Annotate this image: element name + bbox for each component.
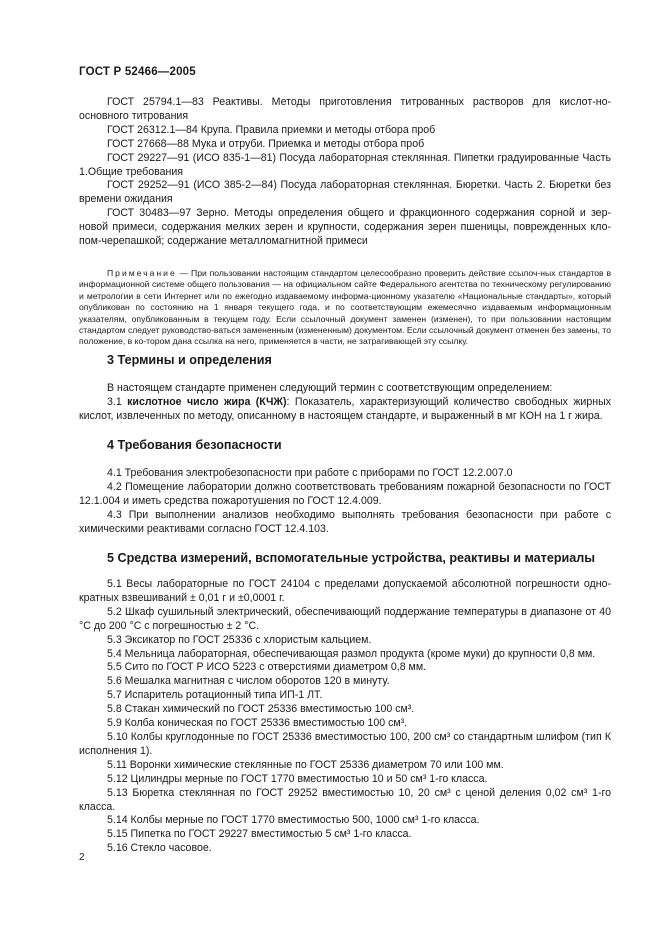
clause: 5.15 Пипетка по ГОСТ 29227 вместимостью 5 см³ 1-го класса. <box>107 828 412 841</box>
clause: 5.1 Весы лабораторные по ГОСТ 24104 с пределами допускаемой абсолютной погрешности одно-кратных взвешиваний ± 0,01 г и ±0,0001 г. <box>79 578 611 604</box>
clause: 4.2 Помещение лаборатории должно соответствовать требованиям пожарной безопасности по ГОСТ 12.1.004 и иметь средства пожаротушения по ГОСТ 12.4.009. <box>79 480 611 507</box>
reference-item: ГОСТ 25794.1—83 Реактивы. Методы приготовления титрованных растворов для кислот-но-основного титрования <box>79 96 611 122</box>
clause: 5.2 Шкаф сушильный электрический, обеспечивающий поддержание температуры в диапазоне от 40 °С до 200 °С с погрешностью ± 2 °С. <box>79 605 611 632</box>
reference-item: ГОСТ 27668—88 Мука и отруби. Приемка и методы отбора проб <box>107 137 425 150</box>
definition: : Показатель, характеризующий количество свободных жирных кислот, извлеченных по методу, описанному в настоящем стандарте, и выраженный в мг КОН на 1 г жира. <box>79 395 611 422</box>
clause: 5.8 Стакан химический по ГОСТ 25336 вместимостью 100 см³. <box>107 703 415 716</box>
note-label: Примечание <box>107 268 177 278</box>
reference-item: ГОСТ 29227—91 (ИСО 835-1—81) Посуда лабораторная стеклянная. Пипетки градуированные Часть 1.Общие требования <box>79 151 611 178</box>
clause: 5.7 Испаритель ротационный типа ИП-1 ЛТ. <box>107 689 323 702</box>
reference-item: ГОСТ 30483—97 Зерно. Методы определения общего и фракционного содержания сорной и зер-новой примеси, содержания мелких зерен и крупности, содержания зерен пшеницы, поврежденных кло-пом-черепашкой; содержание металломагнитной примеси <box>79 207 611 248</box>
clause: 5.9 Колба коническая по ГОСТ 25336 вместимостью 100 см³. <box>107 717 408 730</box>
clause: 4.1 Требования электробезопасности при работе с приборами по ГОСТ 12.2.007.0 <box>107 467 513 479</box>
section-3-heading: 3 Термины и определения <box>107 353 272 367</box>
clause: 5.14 Колбы мерные по ГОСТ 1770 вместимостью 500, 1000 см³ 1-го класса. <box>107 814 480 827</box>
section-5-heading: 5 Средства измерений, вспомогательные устройства, реактивы и материалы <box>107 551 596 565</box>
clause: 5.6 Мешалка магнитная с числом оборотов 120 в минуту. <box>107 675 390 688</box>
section-4-heading: 4 Требования безопасности <box>107 438 282 452</box>
clause: 5.3 Эксикатор по ГОСТ 25336 с хлористым кальцием. <box>107 633 372 646</box>
section-5-body <box>79 578 611 856</box>
clause: 5.11 Воронки химические стеклянные по ГОСТ 25336 диаметром 70 или 100 мм. <box>107 758 504 771</box>
clause: 4.3 При выполнении анализов необходимо выполнять требования безопасности при работе с химическими реактивами согласно ГОСТ 12.4.103. <box>79 508 611 535</box>
clause: 5.16 Стекло часовое. <box>107 842 212 855</box>
term-definition <box>79 396 611 424</box>
reference-item: ГОСТ 26312.1—84 Крупа. Правила приемки и методы отбора проб <box>107 123 436 136</box>
clause-number: 3.1 <box>107 395 122 408</box>
reference-item: ГОСТ 29252—91 (ИСО 385-2—84) Посуда лабораторная стеклянная. Бюретки. Часть 2. Бюретки без времени ожидания <box>79 179 611 206</box>
note-text: — При пользовании настоящим стандартом целесообразно проверить действие ссылоч-ных стандартов в информационной системе общего пользования — на официальном сайте Федерального агентства по техническому регулированию и метрологии в сети Интернет или по ежегодно издаваемому информа-ционному указателю «Национальные стандарты», который опубликован по состоянию на 1 января текущего года, и по соответствующим ежемесячно издаваемым информационным указателям, опубликованным в текущем году. Если ссылочный документ заменен (изменен), то при пользовании настоящим стандартом следует руководство-ваться замененным (измененным) документом. Если ссылочный документ отменен без замены, то положение, в ко-тором дана ссылка на него, применяется в части, не затрагивающей эту ссылку. <box>79 268 612 347</box>
clause: 5.13 Бюретка стеклянная по ГОСТ 29252 вместимостью 10, 20 см³ с ценой деления 0,02 см³ 1-го класса. <box>79 786 611 813</box>
clause: 5.12 Цилиндры мерные по ГОСТ 1770 вместимостью 10 и 50 см³ 1-го класса. <box>107 772 488 785</box>
page-header: ГОСТ Р 52466—2005 <box>79 66 196 78</box>
clause: 5.5 Сито по ГОСТ Р ИСО 5223 с отверстиями диаметром 0,8 мм. <box>107 661 427 674</box>
term: кислотное число жира (КЧЖ) <box>127 395 287 408</box>
clause: 5.10 Колбы круглодонные по ГОСТ 25336 вместимостью 100, 200 см³ со стандартным шлифом (тип К исполнения 1). <box>79 730 611 757</box>
section-3-intro: В настоящем стандарте применен следующий термин с соответствующим определением: <box>107 382 553 394</box>
note-block <box>79 268 611 348</box>
clause: 5.4 Мельница лабораторная, обеспечивающая размол продукта (кроме муки) до крупности 0,8 мм. <box>107 647 596 660</box>
section-4-body <box>79 467 611 537</box>
normative-references <box>79 96 611 249</box>
page-number: 2 <box>79 852 85 863</box>
section-3-body <box>79 382 611 424</box>
